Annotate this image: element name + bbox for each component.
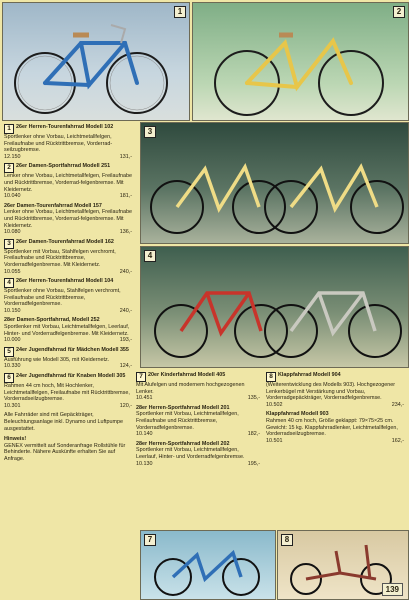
photo-kids-bike [140,530,276,600]
photo-yellow-womens-bike [192,2,409,121]
product-description: Lenker ohne Vorbau, Leichtmetallfelgen, Freilaufnabe und Rücktrittbremse, Vorderrad-felgenbremse. Mit Kleidernetz. [4,173,132,193]
product-entry [266,372,404,408]
product-title: 24er Jugendfahrrad für Mädchen Modell 355 [16,346,129,353]
product-title: 28er Herren-Sportfahrrad Modell 202 [136,440,230,447]
order-code: 10.502 [266,401,283,408]
order-code: 10.140 [136,431,153,438]
product-entry [4,203,132,236]
product-title: 28er Damen-Sportfahrrad, Modell 252 [4,317,100,324]
product-entry [4,347,132,370]
price-row [4,337,132,344]
item-number-badge: 4 [4,278,14,288]
product-description: Sportlenker ohne Vorbau, Stahlfelgen verchromt, Freilaufnabe und Rücktrittbremse, Vorderradfelgenbremse. [4,288,121,308]
photo-red-and-silver-bikes [140,246,409,368]
product-title: 26er Damen-Tourenfahrrad Modell 157 [4,202,102,209]
price: 162,- [391,437,404,444]
hint-text: GENEX vermittelt auf Sonderanfrage Rollstühle für Behinderte. Nähere Auskünfte erhalten Sie auf Anfrage. [4,442,126,462]
equipment-note: Alle Fahrräder sind mit Gepäckträger, Beleuchtungsanlage inkl. Dynamo und Luftpumpe ausgestattet. [4,412,123,432]
product-description: Sportlenker mit Vorbau, Stahlfelgen verchromt, Freilaufnabe und Rücktrittbremse, Vorderradfelgenbremse. Mit Kleidernetz. [4,248,116,268]
product-description: Sportlenker mit Vorbau, Leichtmetallfelgen, Leerlauf, Hinter- und Vorderradfelgenbremse. Mit Kleidernetz. [4,324,130,337]
price-row [4,154,132,161]
price: 131,- [119,153,132,160]
price-row [136,461,260,468]
product-entry [4,163,132,199]
product-description: Mit Alufelgen und modernem hochgezogenen Lenker. [136,382,245,395]
product-title: 26er Herren-Tourenfahrrad Modell 102 [16,124,114,130]
price-row [136,395,260,402]
product-entry [4,317,132,343]
yellow-bicycle-illustration [193,3,408,120]
price-row [4,403,132,410]
sport-bicycles-illustration [141,247,408,367]
middle-product-list [136,372,260,470]
item-number-badge: 2 [4,163,14,173]
product-entry [4,124,132,160]
photo-tag: 8 [281,534,293,546]
price: 135,- [247,395,260,402]
product-entry [4,373,132,409]
product-title: Klappfahrrad Modell 904 [278,372,341,378]
product-description: Sportlenker ohne Vorbau, Leichtmetallfelgen, Freilaufnabe und Rücktrittbremse, Vorderrad-seilzugbremse. [4,134,113,154]
price-row [4,229,132,236]
product-title: 26er Herren-Tourenfahrrad Modell 104 [16,278,114,285]
price-row [136,431,260,438]
touring-bicycles-illustration [141,123,408,243]
product-description: Rahmen 44 cm hoch, Mit Hochlenker, Leichtmetallfelgen, Freilaufnabe mit Rücktrittbremse, Vorderradseilzugbremse. [4,383,130,403]
product-title: 26er Damen-Tourenfahrrad Modell 162 [16,238,114,245]
item-number-badge: 1 [4,124,14,134]
order-code: 12.150 [4,153,21,160]
photo-tag: 1 [174,6,186,18]
product-title: 28er Herren-Sportfahrrad Modell 201 [136,404,230,411]
product-title: 24er Jugendfahrrad für Knaben Modell 305 [16,373,126,380]
page-number: 139 [382,583,403,596]
order-code: 10.055 [4,268,21,275]
order-code: 10.501 [266,437,283,444]
price: 193,- [119,337,132,344]
price: 195,- [247,460,260,467]
hint-title: Hinweis! [4,436,27,443]
order-code: 10.080 [4,229,21,236]
blue-bicycle-illustration [3,3,189,120]
product-title: Klappfahrrad Modell 903 [266,411,329,418]
photo-tag: 4 [144,250,156,262]
kids-bicycle-illustration [141,531,275,599]
product-description: (Weiterentwicklung des Modells 903). Hochgezogener Lenkerbügel mit Verstärkung und Vorbau, Vorderradgepäckträger, Vorderradfelgenbremse. [266,382,396,402]
photo-blue-mens-bike [2,2,190,121]
price-row [4,269,132,276]
product-description: Sportlenker mit Vorbau, Leichtmetallfelgen, Leerlauf, Hinter- und Vorderradfelgenbremse. [136,447,245,460]
price-row [4,193,132,200]
item-number-badge: 7 [136,372,146,382]
product-description: Ausführung wie Modell 305, mit Kleidernetz. [4,356,110,363]
order-code: 10.330 [4,363,21,370]
photo-tag: 7 [144,534,156,546]
price-row [4,308,132,315]
price-row [266,402,404,409]
item-number-badge: 6 [4,373,14,383]
product-entry [136,405,260,438]
price: 124,- [119,363,132,370]
right-product-list [266,372,404,447]
order-code: 10.150 [4,307,21,314]
product-title: 26er Damen-Sportfahrrad Modell 251 [16,163,111,170]
product-description: Lenker ohne Vorbau, Leichtmetallfelgen, Freilaufnabe und Rücktrittbremse, Vorderrad-felgenbremse. Mit Kleidernetz. [4,209,132,229]
product-entry [136,372,260,402]
order-code: 10.040 [4,193,21,200]
order-code: 10.451 [136,395,153,402]
product-title: 20er Kinderfahrrad Modell 405 [148,372,226,378]
product-entry [4,239,132,275]
price: 240,- [119,268,132,275]
price: 182,- [247,431,260,438]
product-entry [136,441,260,467]
order-code: 10.000 [4,337,21,344]
price: 120,- [119,402,132,409]
price-row [266,438,404,445]
price: 181,- [119,193,132,200]
item-number-badge: 5 [4,347,14,357]
photo-tag: 3 [144,126,156,138]
product-entry [4,278,132,314]
order-code: 10.130 [136,460,153,467]
left-product-list [4,124,132,463]
price: 136,- [119,229,132,236]
product-description: Rahmen 40 cm hoch, Größe geklappt: 79×75×25 cm. Gewicht: 15 kg. Klappfahrradlenker, Leichtmetallfelgen, Vorderradseilzugbremse. [266,417,398,438]
photo-ladies-touring-bikes [140,122,409,244]
photo-tag: 2 [393,6,405,18]
order-code: 10.301 [4,402,21,409]
item-number-badge: 8 [266,372,276,382]
price: 240,- [119,307,132,314]
item-number-badge: 3 [4,239,14,249]
price-row [4,363,132,370]
product-description: Sportlenker mit Vorbau, Leichtmetallfelgen, Freilaufnabe und Rücktrittbremse, Vorderradfelgenbremse. [136,411,239,431]
product-entry [266,411,404,444]
price: 234,- [391,401,404,408]
